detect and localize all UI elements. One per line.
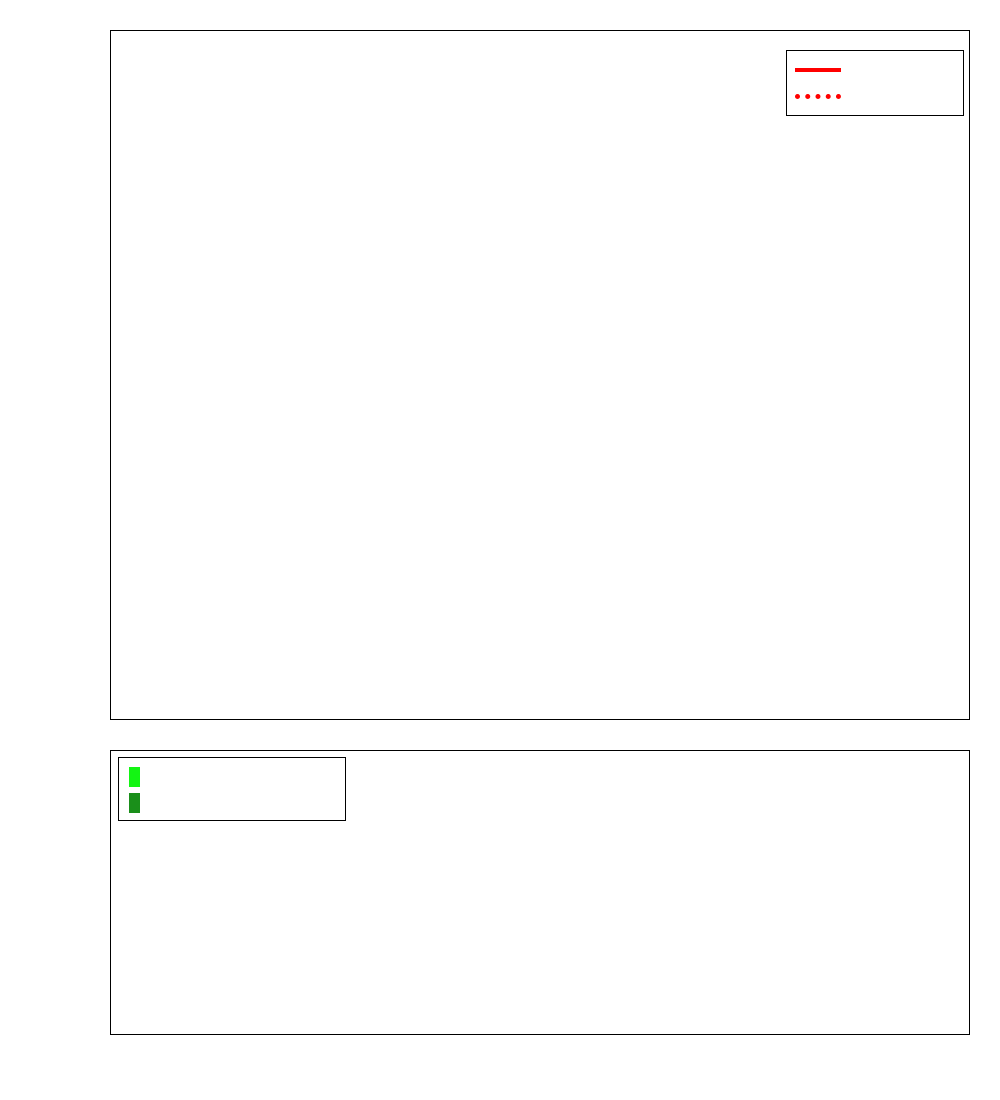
solid-line-icon [795,68,841,72]
legend-item-participation [795,57,953,83]
cumulative-rate-plot [110,30,970,720]
available-swatch-icon [129,767,140,787]
legend-item-nucleation [795,83,953,109]
legend-cumulative-rate [786,50,964,116]
dotted-line-icon [795,94,841,99]
legend-rupture-count [118,757,346,821]
utilized-swatch-icon [129,793,140,813]
cumulative-rate-series [111,31,969,719]
legend-item-available-ruptures [127,764,335,790]
legend-item-utilized-ruptures [127,790,335,816]
